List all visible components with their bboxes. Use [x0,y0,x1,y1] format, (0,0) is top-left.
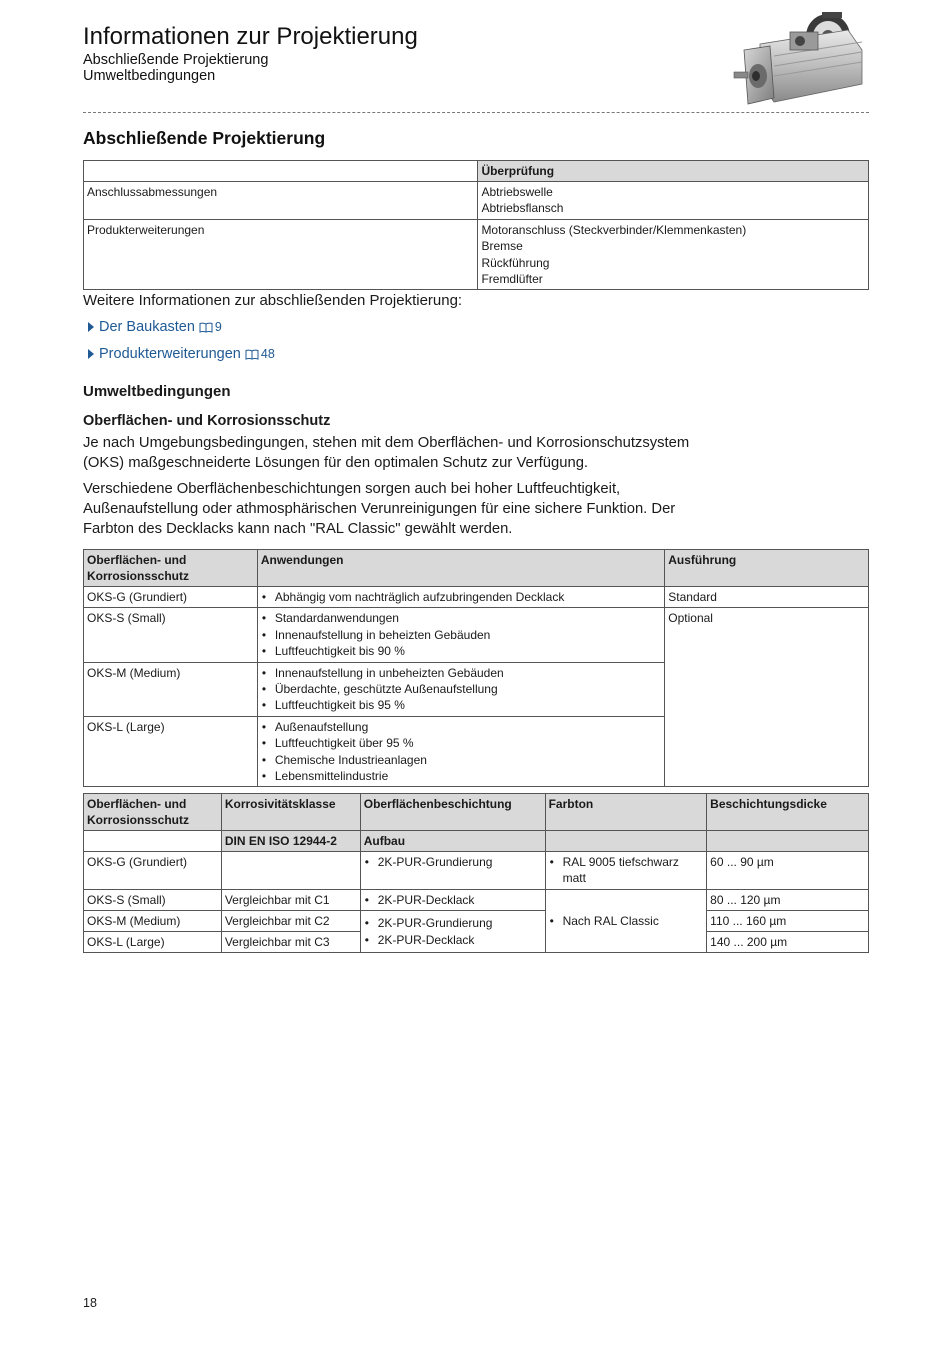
table-cell-apps [257,662,664,716]
link-baukasten[interactable] [88,319,222,335]
list-item: Abtriebsflansch [481,201,564,216]
table-header-cell: Oberflächen- und Korrosionsschutz [84,550,258,587]
final-planning-table [83,160,869,290]
table-cell-name: OKS-G (Grundiert) [84,852,222,890]
table-cell-name: OKS-S (Small) [84,889,222,910]
servo-motor-image [730,6,870,110]
more-info-text: Weitere Informationen zur abschließenden Projektierung: [83,292,463,309]
header-title: Informationen zur Projektierung [83,23,418,50]
table-row [84,608,869,662]
table-row [84,911,869,932]
table-header-cell: Ausführung [665,550,869,587]
list-item: • Abhängig vom nachträglich aufzubringenden Decklack [261,589,661,605]
table-header-cell: Korrosivitätsklasse [221,794,360,831]
table-header-row [84,794,869,831]
page-reference [245,347,275,361]
table-cell-color [545,852,707,890]
list-item: • Standardanwendungen [261,610,661,626]
table-header-row [84,161,869,182]
table-cell-exec: Standard [665,587,869,608]
table-row [84,889,869,910]
link-label[interactable]: Der Baukasten [99,319,195,335]
list-item: • Lebensmittelindustrie [261,768,661,784]
table-cell-coating [360,889,545,910]
arrow-right-icon [88,349,94,359]
table-cell-name: OKS-G (Grundiert) [84,587,258,608]
table-cell-label: Anschlussabmessungen [84,182,478,220]
table-subheader-cell: DIN EN ISO 12944-2 [221,831,360,852]
table-row [84,219,869,290]
table-cell-name: OKS-L (Large) [84,932,222,953]
table-cell-color [545,889,707,952]
table-subheader-cell [707,831,869,852]
table-cell-name: OKS-L (Large) [84,716,258,787]
table-subheader-cell [545,831,707,852]
table-cell-name: OKS-M (Medium) [84,911,222,932]
table-cell-thickness: 140 ... 200 µm [707,932,869,953]
page-number: 18 [83,1296,97,1310]
list-item: • 2K-PUR-Decklack [364,892,542,908]
table-cell-apps [257,587,664,608]
section-title: Abschließende Projektierung [83,128,326,148]
table-header-cell: Oberflächen- und Korrosionsschutz [84,794,222,831]
list-item: • Außenaufstellung [261,719,661,735]
table-row [84,182,869,220]
list-item: • Innenaufstellung in unbeheizten Gebäuden [261,665,661,681]
table-subheader-cell [84,831,222,852]
paragraph: Verschiedene Oberflächenbeschichtungen sorgen auch bei hoher Luftfeuchtigkeit, Außenaufstellung oder athmosphärischen Verunreinigungen für eine sichere Funktion. Der Farbton des Decklacks kann nach "RAL Classic" gewählt werden. [83,481,676,537]
table-cell-thickness: 110 ... 160 µm [707,911,869,932]
header-subtitle-1: Abschließende Projektierung [83,52,269,68]
arrow-right-icon [88,322,94,332]
book-icon [199,322,213,333]
list-item: • Luftfeuchtigkeit über 95 % [261,735,661,751]
page-ref-number: 9 [214,320,222,334]
list-item: • Nach RAL Classic [549,913,704,929]
table-cell-class: Vergleichbar mit C2 [221,911,360,932]
coating-table [83,793,869,953]
table-header-cell: Beschichtungsdicke [707,794,869,831]
table-cell-apps [257,608,664,662]
page-reference [199,320,222,334]
table-subheader-cell: Aufbau [360,831,545,852]
table-header-cell: Farbton [545,794,707,831]
list-item: • Chemische Industrieanlagen [261,752,661,768]
table-header-cell: Überprüfung [478,161,869,182]
list-item: Abtriebswelle [481,185,553,199]
paragraph: Je nach Umgebungsbedingungen, stehen mit dem Oberflächen- und Korrosionschutzsystem (OKS) maßgeschneiderte Lösungen für den optimalen Schutz zur Verfügung. [83,435,690,471]
link-produkterweiterungen[interactable] [88,346,275,362]
table-cell-apps [257,716,664,787]
list-item: • Luftfeuchtigkeit bis 95 % [261,697,661,713]
header-subtitle-2: Umweltbedingungen [83,68,216,84]
table-cell-class: Vergleichbar mit C1 [221,889,360,910]
table-row [84,852,869,890]
book-icon [245,349,259,360]
table-cell-class [221,852,360,890]
table-row [84,587,869,608]
corrosion-protection-table [83,549,869,787]
table-header-cell: Oberflächenbeschichtung [360,794,545,831]
list-item: Motoranschluss (Steckverbinder/Klemmenkasten) [481,222,747,237]
table-cell-exec: Optional [665,608,869,787]
table-cell-thickness: 60 ... 90 µm [707,852,869,890]
table-subheader-row [84,831,869,852]
table-cell-name: OKS-M (Medium) [84,662,258,716]
list-item: Fremdlüfter [481,272,543,287]
table-cell-coating [360,852,545,890]
env-title: Umweltbedingungen [83,383,231,400]
list-item: • 2K-PUR-Decklack [364,932,542,948]
list-item: • 2K-PUR-Grundierung [364,915,542,931]
page-ref-number: 48 [260,347,275,361]
table-header-cell: Anwendungen [257,550,664,587]
table-cell-items [478,219,869,290]
header-divider [83,112,869,113]
table-cell-coating [360,911,545,953]
list-item: • Innenaufstellung in beheizten Gebäuden [261,627,661,643]
table-cell-thickness: 80 ... 120 µm [707,889,869,910]
env-subtitle: Oberflächen- und Korrosionsschutz [83,413,331,429]
table-cell-name: OKS-S (Small) [84,608,258,662]
link-label[interactable]: Produkterweiterungen [99,346,241,362]
table-header-row [84,550,869,587]
list-item: Bremse [481,239,523,254]
list-item: • RAL 9005 tiefschwarz matt [549,854,704,887]
table-header-empty [84,161,478,182]
table-cell-class: Vergleichbar mit C3 [221,932,360,953]
list-item: Rückführung [481,255,550,270]
table-cell-label: Produkterweiterungen [84,219,478,290]
list-item: • Luftfeuchtigkeit bis 90 % [261,643,661,659]
table-cell-items [478,182,869,220]
list-item: • 2K-PUR-Grundierung [364,854,542,870]
list-item: • Überdachte, geschützte Außenaufstellung [261,681,661,697]
